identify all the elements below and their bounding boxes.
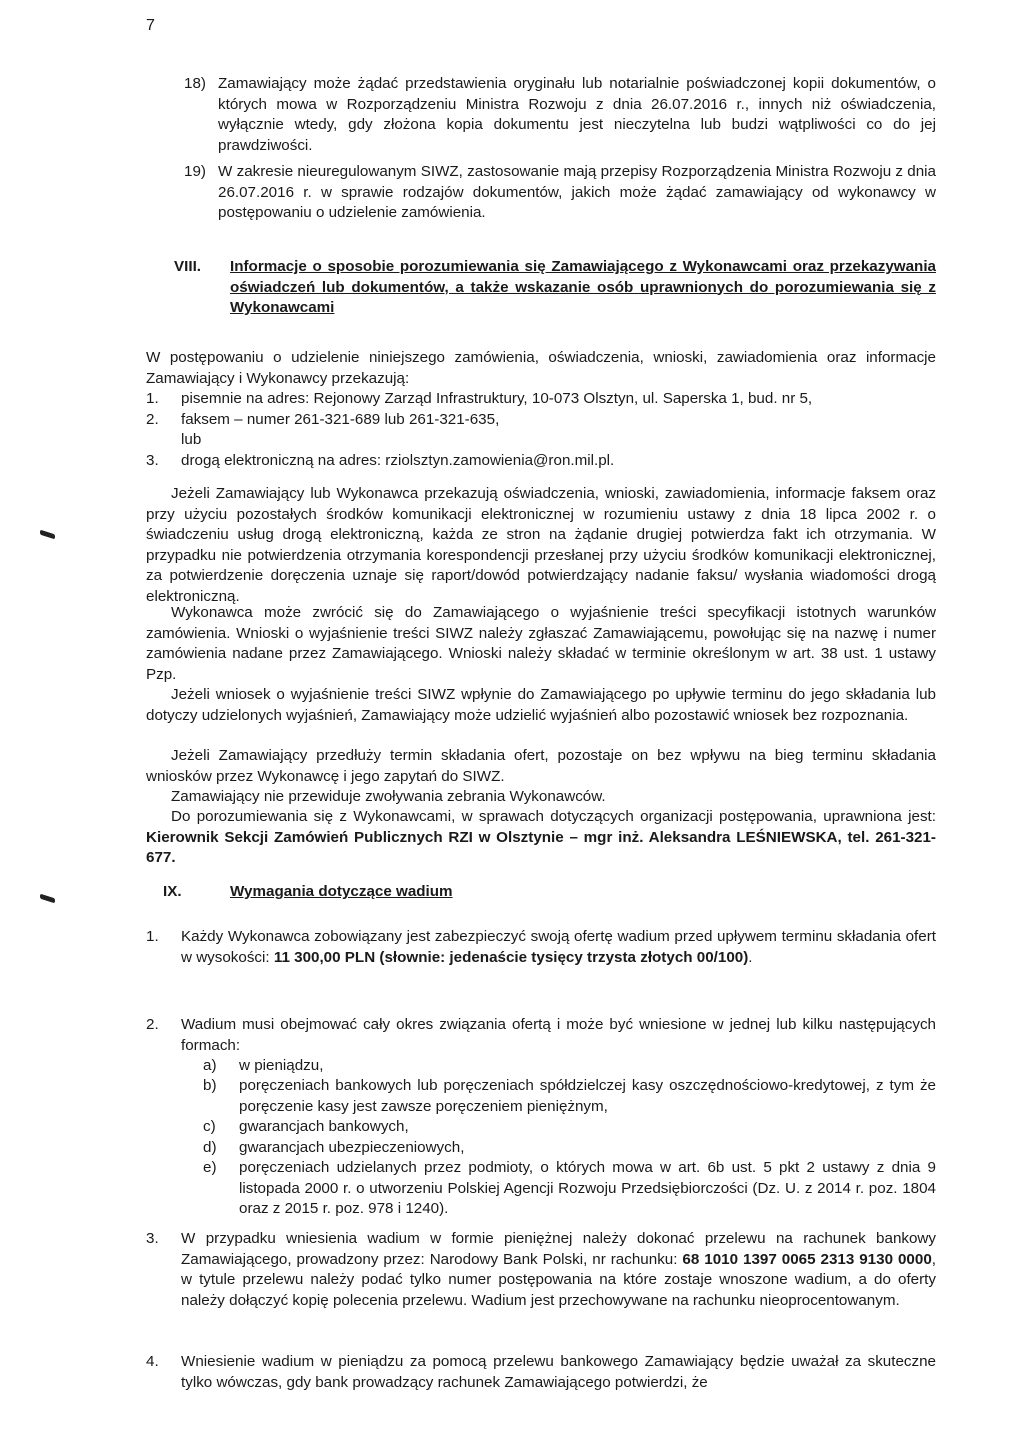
- list-item-3: [146, 1229, 936, 1311]
- sub-letter: a): [203, 1057, 217, 1074]
- list-item: [146, 451, 936, 472]
- paragraph-contact-person: [146, 807, 936, 869]
- sub-text: poręczeniach bankowych lub poręczeniach spółdzielczej kasy oszczędnościowo-kredytowej, z tym że poręczenie kasy jest zawsze poręczeniem pieniężnym,: [239, 1077, 936, 1115]
- contact-methods-list: [146, 389, 936, 471]
- list-number: 3.: [146, 451, 159, 469]
- list-text: lub: [181, 431, 202, 448]
- item-text-end: , w tytule przelewu należy podać tylko numer postępowania na które zostaje wnoszone wadium, a do oferty należy dołączyć kopię polecenia przelewu. Wadium jest przechowywane na rachunku nieoprocentowanym.: [181, 1250, 937, 1309]
- sub-letter: e): [203, 1159, 217, 1176]
- item-text: Wniesienie wadium w pieniądzu za pomocą przelewu bankowego Zamawiający będzie uważał za skuteczne tylko wówczas, gdy bank prowadzący rachunek Zamawiającego potwierdzi, że: [181, 1353, 936, 1391]
- item-text: W zakresie nieuregulowanym SIWZ, zastosowanie mają przepisy Rozporządzenia Ministra Rozwoju z dnia 26.07.2016 r. w sprawie rodzajów dokumentów, jakich może żądać zamawiający od wykonawcy w postępowaniu o udzielenie zamówienia.: [218, 163, 936, 221]
- section-9-number: IX.: [163, 883, 182, 900]
- list-item: [146, 410, 936, 431]
- contact-intro: Do porozumiewania się z Wykonawcami, w sprawach dotyczących organizacji postępowania, uprawniona jest:: [171, 808, 936, 825]
- list-item-1: [146, 927, 936, 968]
- sub-letter: d): [203, 1139, 217, 1156]
- sub-letter: c): [203, 1118, 216, 1135]
- list-text: drogą elektroniczną na adres: rziolsztyn.zamowienia@ron.mil.pl.: [181, 451, 615, 469]
- sub-text: gwarancjach bankowych,: [239, 1118, 409, 1135]
- sub-text: gwarancjach ubezpieczeniowych,: [239, 1139, 465, 1156]
- item-text-start: Każdy Wykonawca zobowiązany jest zabezpieczyć swoją ofertę wadium przed upływem terminu składania ofert w wysokości:: [181, 928, 936, 966]
- item-number: 1.: [146, 928, 159, 945]
- bank-account-number: 68 1010 1397 0065 2313 9130 0000: [682, 1250, 932, 1268]
- contact-person: Kierownik Sekcji Zamówień Publicznych RZI w Olsztynie – mgr inż. Aleksandra LEŚNIEWSKA, tel. 261-321-677.: [146, 828, 936, 866]
- item-number: 3.: [146, 1230, 159, 1247]
- sub-item: [203, 1158, 936, 1220]
- list-item-2: [146, 1015, 936, 1056]
- section-9-title: Wymagania dotyczące wadium: [230, 883, 453, 900]
- margin-mark: [40, 894, 55, 904]
- section-8-title: Informacje o sposobie porozumiewania się Zamawiającego z Wykonawcami oraz przekazywania oświadczeń lub dokumentów, a także wskazanie osób uprawnionych do porozumiewania się z Wykonawcami: [230, 258, 936, 316]
- item-text: Wadium musi obejmować cały okres związania ofertą i może być wniesione w jednej lub kilku następujących formach:: [181, 1016, 936, 1054]
- item-number: 2.: [146, 1016, 159, 1033]
- item-text-start: W przypadku wniesienia wadium w formie pieniężnej należy dokonać przelewu na rachunek bankowy Zamawiającego, prowadzony przez: Narodowy Bank Polski, nr rachunku:: [181, 1230, 936, 1268]
- item-text-end: .: [748, 948, 753, 966]
- list-item-19: [184, 162, 936, 224]
- list-item: [146, 430, 936, 451]
- page-number: 7: [146, 17, 155, 34]
- list-text: faksem – numer 261-321-689 lub 261-321-635,: [181, 410, 500, 428]
- sub-item: [203, 1138, 936, 1159]
- sub-item: [203, 1117, 936, 1138]
- sub-letter: b): [203, 1077, 217, 1094]
- sub-text: w pieniądzu,: [239, 1057, 324, 1074]
- sub-item: [203, 1056, 936, 1077]
- margin-mark: [40, 530, 55, 540]
- sub-item: [203, 1076, 936, 1117]
- section-8-intro: W postępowaniu o udzielenie niniejszego zamówienia, oświadczenia, wnioski, zawiadomienia oraz informacje Zamawiający i Wykonawcy przekazują:: [146, 349, 936, 387]
- item-text: Zamawiający może żądać przedstawienia oryginału lub notarialnie poświadczonej kopii dokumentów, o których mowa w Rozporządzeniu Ministra Rozwoju z dnia 26.07.2016 r., innych niż oświadczenia, wyłącznie wtedy, gdy złożona kopia dokumentu jest nieczytelna lub budzi wątpliwości co do jej prawdziwości.: [218, 75, 936, 154]
- list-number: 2.: [146, 410, 159, 428]
- item-text: [181, 1229, 936, 1311]
- sub-text: poręczeniach udzielanych przez podmioty, o których mowa w art. 6b ust. 5 pkt 2 ustawy z dnia 9 listopada 2000 r. o utworzeniu Polskiej Agencji Rozwoju Przedsiębiorczości (Dz. U. z 2014 r. poz. 1804 oraz z 2015 r. poz. 978 i 1240).: [239, 1159, 936, 1217]
- paragraph: Jeżeli Zamawiający lub Wykonawca przekazują oświadczenia, wnioski, zawiadomienia, informacje faksem oraz przy użyciu pozostałych środków komunikacji elektronicznej w rozumieniu ustawy z dnia 18 lipca 2002 r. o świadczeniu usług drogą elektroniczną, każda ze stron na żądanie drugiej potwierdza fakt ich otrzymania. W przypadku nie potwierdzenia otrzymania korespondencji przesłanej przy użyciu środków komunikacji elektronicznej, za potwierdzenie doręczenia uznaje się raport/dowód potwierdzający nadanie faksu/ wysłania wiadomości drogą elektroniczną.: [146, 485, 936, 605]
- item-number: 19): [184, 163, 206, 180]
- wadium-amount: 11 300,00 PLN (słownie: jedenaście tysięcy trzysta złotych 00/100): [273, 948, 749, 966]
- list-item-4: [146, 1352, 936, 1393]
- list-item: [146, 389, 936, 410]
- item-text: [181, 927, 936, 968]
- section-8-number: VIII.: [174, 258, 202, 275]
- paragraph: Zamawiający nie przewiduje zwoływania zebrania Wykonawców.: [171, 788, 606, 805]
- list-number: 1.: [146, 390, 159, 407]
- paragraph: Jeżeli Zamawiający przedłuży termin składania ofert, pozostaje on bez wpływu na bieg terminu składania wniosków przez Wykonawcę i jego zapytań do SIWZ.: [146, 747, 936, 785]
- list-item-18: [184, 74, 936, 156]
- item-number: 18): [184, 75, 206, 92]
- item-number: 4.: [146, 1353, 159, 1370]
- paragraph: Wykonawca może zwrócić się do Zamawiającego o wyjaśnienie treści specyfikacji istotnych warunków zamówienia. Wnioski o wyjaśnienie treści SIWZ należy zgłaszać Zamawiającemu, powołując się na nazwę i numer zamówienia nadane przez Zamawiającego. Wnioski należy składać w terminie określonym w art. 38 ust. 1 ustawy Pzp.: [146, 604, 936, 683]
- list-text: pisemnie na adres: Rejonowy Zarząd Infrastruktury, 10-073 Olsztyn, ul. Saperska 1, bud. nr 5,: [181, 390, 813, 407]
- paragraph: Jeżeli wniosek o wyjaśnienie treści SIWZ wpłynie do Zamawiającego po upływie terminu do jego składania lub dotyczy udzielonych wyjaśnień, Zamawiający może udzielić wyjaśnień albo pozostawić wniosek bez rozpoznania.: [146, 686, 936, 724]
